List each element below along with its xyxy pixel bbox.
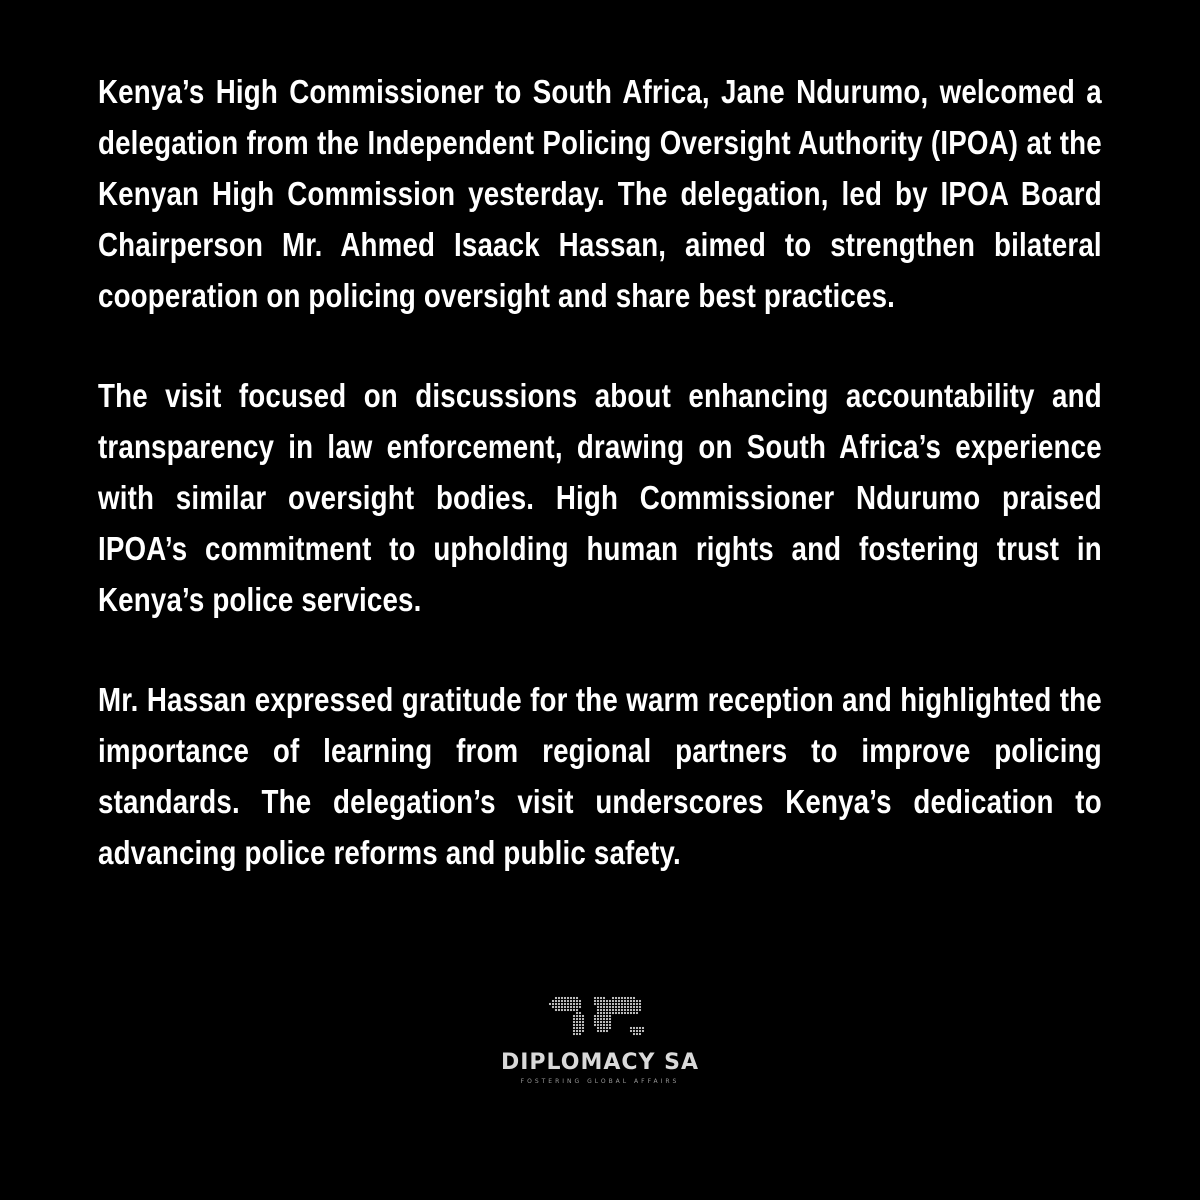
logo-name: DIPLOMACY SA [500, 1050, 700, 1075]
article-body [98, 66, 1102, 927]
logo-tagline: FOSTERING GLOBAL AFFAIRS [520, 1078, 680, 1085]
diplomacy-sa-logo [480, 990, 720, 1100]
article-paragraph-3: Mr. Hassan expressed gratitude for the warm reception and highlighted the importance of learning from regional partners to improve policing standards. The delegation’s visit underscores Kenya’s dedication to advancing police reforms and public safety. [98, 681, 1102, 871]
article-paragraph-1: Kenya’s High Commissioner to South Africa, Jane Ndurumo, welcomed a delegation from the Independent Policing Oversight Authority (IPOA) at the Kenyan High Commission yesterday. The delegation, led by IPOA Board Chairperson Mr. Ahmed Isaack Hassan, aimed to strengthen bilateral cooperation on policing oversight and share best practices. [98, 73, 1102, 314]
article-paragraph-2: The visit focused on discussions about enhancing accountability and transparency in law enforcement, drawing on South Africa’s experience with similar oversight bodies. High Commissioner Ndurumo praised IPOA’s commitment to upholding human rights and fostering trust in Kenya’s police services. [98, 377, 1102, 618]
world-map-icon [548, 990, 652, 1042]
